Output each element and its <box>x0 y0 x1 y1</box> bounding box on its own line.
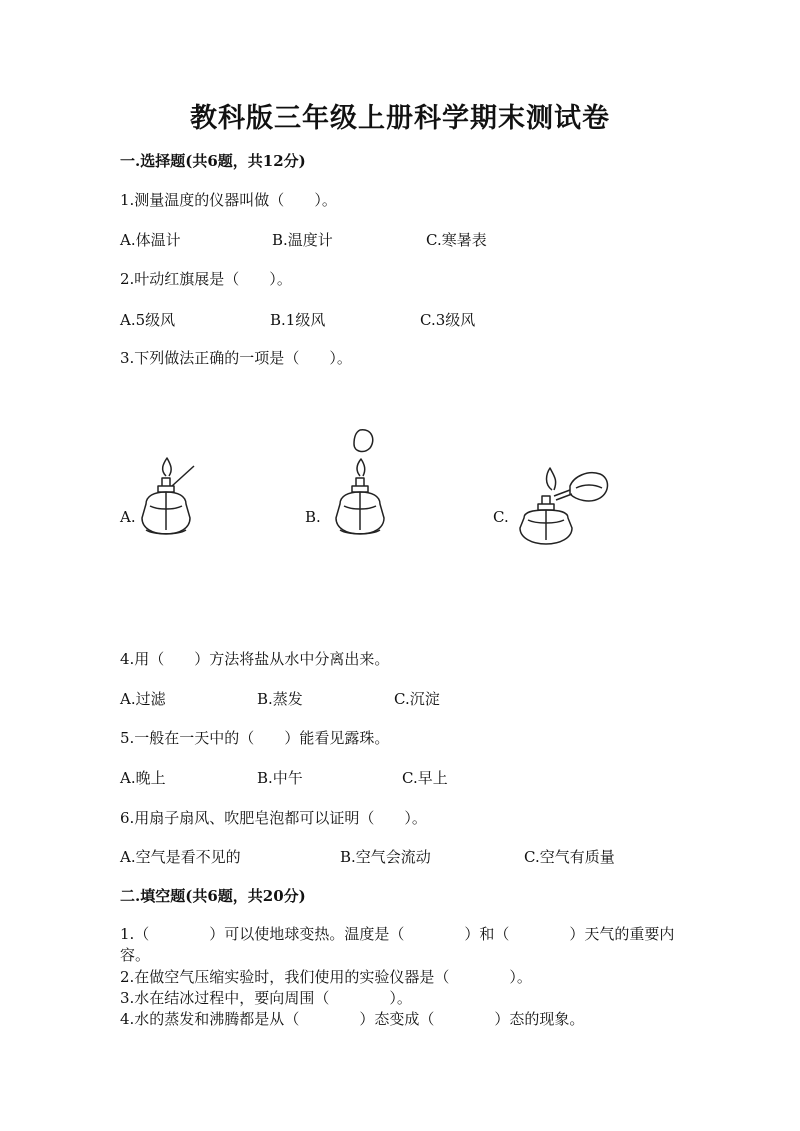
q4-option-c: C.沉淀 <box>394 690 440 708</box>
question-6: 6.用扇子扇风、吹肥皂泡都可以证明（ ）。 <box>120 809 427 827</box>
q6-option-c: C.空气有质量 <box>524 848 615 866</box>
q4-option-b: B.蒸发 <box>257 690 303 708</box>
q2-option-b: B.1级风 <box>270 311 326 329</box>
fill-blank-item-1: 1.（ ）可以使地球变热。温度是（ ）和（ ）天气的重要内容。 <box>120 925 675 964</box>
question-2: 2.叶动红旗展是（ ）。 <box>120 270 292 288</box>
q5-option-a: A.晚上 <box>120 769 166 787</box>
q6-option-b: B.空气会流动 <box>340 848 431 866</box>
q3-option-b-label: B. <box>305 508 321 526</box>
q1-option-b: B.温度计 <box>272 231 333 249</box>
q3-option-c-label: C. <box>493 508 509 526</box>
section-heading-fill-blank: 二.填空题(共6题，共20分) <box>120 887 306 905</box>
q2-option-a: A.5级风 <box>120 311 176 329</box>
q1-option-c: C.寒暑表 <box>426 231 487 249</box>
fill-blank-item-3: 3.水在结冰过程中，要向周围（ ）。 <box>120 989 412 1007</box>
q5-option-c: C.早上 <box>402 769 448 787</box>
q4-option-a: A.过滤 <box>120 690 166 708</box>
q1-option-a: A.体温计 <box>120 231 181 249</box>
fill-blank-item-4: 4.水的蒸发和沸腾都是从（ ）态变成（ ）态的现象。 <box>120 1010 585 1028</box>
alcohol-lamp-blown-out-image <box>328 426 394 544</box>
fill-blank-item-2: 2.在做空气压缩实验时，我们使用的实验仪器是（ ）。 <box>120 968 532 986</box>
q3-option-a-label: A. <box>120 508 136 526</box>
question-5: 5.一般在一天中的（ ）能看见露珠。 <box>120 729 390 747</box>
alcohol-lamp-lit-from-another-lamp-image <box>514 456 614 548</box>
q2-option-c: C.3级风 <box>420 311 476 329</box>
q6-option-a: A.空气是看不见的 <box>120 848 241 866</box>
page-title: 教科版三年级上册科学期末测试卷 <box>190 103 610 134</box>
question-4: 4.用（ ）方法将盐从水中分离出来。 <box>120 650 390 668</box>
question-1: 1.测量温度的仪器叫做（ ）。 <box>120 191 337 209</box>
q5-option-b: B.中午 <box>257 769 303 787</box>
question-3: 3.下列做法正确的一项是（ ）。 <box>120 349 352 367</box>
section-heading-choice: 一.选择题(共6题，共12分) <box>120 152 306 170</box>
alcohol-lamp-lit-with-match-image <box>136 456 200 544</box>
